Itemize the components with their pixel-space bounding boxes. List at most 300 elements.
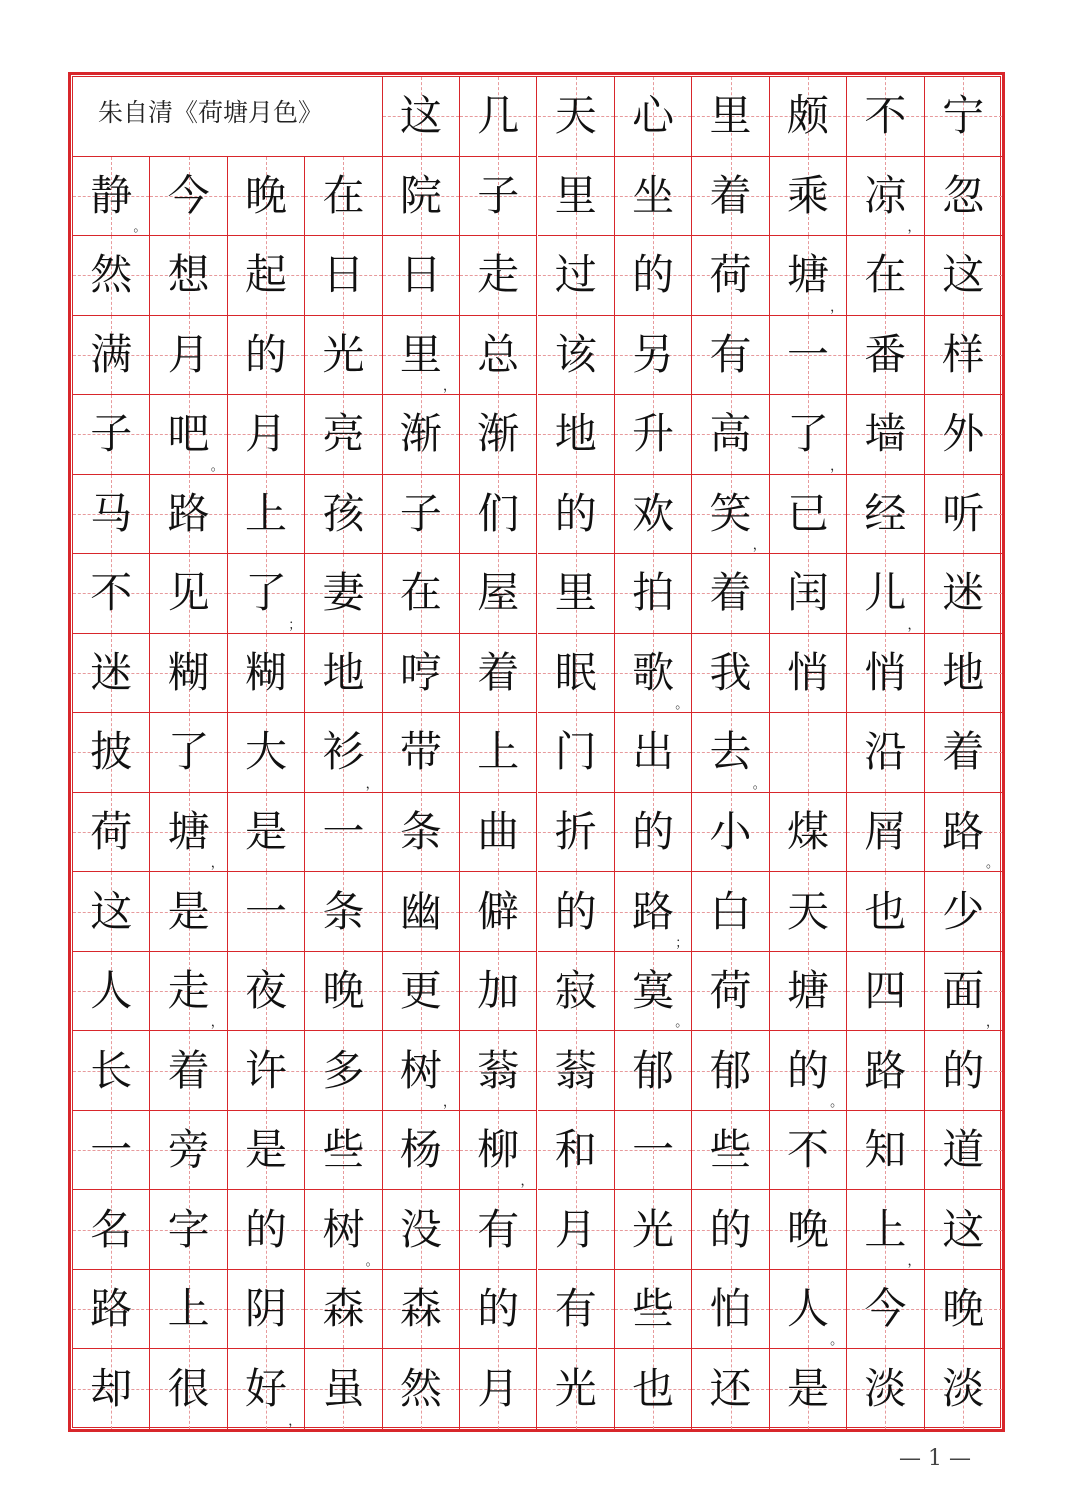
grid-cell bbox=[615, 1031, 692, 1111]
grid-cell bbox=[150, 713, 227, 793]
grid-cell bbox=[847, 1349, 924, 1429]
grid-cell bbox=[770, 395, 847, 475]
grid-character: 走 bbox=[477, 250, 520, 300]
grid-character: 的 bbox=[245, 1204, 288, 1254]
grid-character: 的 bbox=[554, 886, 597, 936]
grid-cell bbox=[692, 1031, 769, 1111]
grid-cell bbox=[228, 1031, 305, 1111]
grid-cell bbox=[305, 554, 382, 634]
grid-cell bbox=[228, 236, 305, 316]
grid-character: 多 bbox=[322, 1045, 365, 1095]
grid-cell bbox=[150, 1349, 227, 1429]
grid-character: 今 bbox=[167, 170, 210, 220]
grid-cell bbox=[538, 952, 615, 1032]
grid-cell bbox=[692, 1190, 769, 1270]
grid-cell bbox=[925, 157, 1002, 237]
grid-cell bbox=[228, 1190, 305, 1270]
grid-cell bbox=[228, 1270, 305, 1350]
grid-cell bbox=[538, 793, 615, 873]
grid-character: 不 bbox=[864, 91, 907, 141]
grid-cell bbox=[73, 793, 150, 873]
grid-character: 地 bbox=[322, 647, 365, 697]
grid-character: 了 bbox=[245, 568, 288, 618]
grid-character: 虽 bbox=[322, 1364, 365, 1414]
grid-character: 不 bbox=[90, 568, 133, 618]
grid-cell bbox=[73, 634, 150, 714]
grid-character: 颇 bbox=[786, 91, 829, 141]
grid-character: 郁 bbox=[709, 1045, 752, 1095]
grid-character: 迷 bbox=[942, 568, 985, 618]
grid-character: 加 bbox=[477, 966, 520, 1016]
grid-character: 好 bbox=[245, 1364, 288, 1414]
grid-character: 月 bbox=[167, 329, 210, 379]
grid-cell bbox=[615, 952, 692, 1032]
grid-character: 外 bbox=[942, 409, 985, 459]
grid-character: 渐 bbox=[477, 409, 520, 459]
grid-character: 渐 bbox=[399, 409, 442, 459]
grid-character: 忽 bbox=[942, 170, 985, 220]
grid-cell bbox=[925, 793, 1002, 873]
grid-cell bbox=[538, 1111, 615, 1191]
grid-character: 光 bbox=[632, 1204, 675, 1254]
grid-character: 小 bbox=[709, 807, 752, 856]
grid-character: 这 bbox=[942, 1204, 985, 1254]
grid-cell bbox=[925, 713, 1002, 793]
grid-cell bbox=[615, 77, 692, 157]
grid-cell bbox=[305, 316, 382, 396]
grid-character: 人 bbox=[90, 966, 133, 1016]
grid-cell bbox=[692, 554, 769, 634]
grid-character: 静 bbox=[90, 170, 133, 220]
grid-cell bbox=[228, 634, 305, 714]
grid-cell bbox=[615, 634, 692, 714]
grid-cell bbox=[228, 872, 305, 952]
grid-character: 样 bbox=[942, 329, 985, 379]
grid-character: 人 bbox=[786, 1284, 829, 1334]
grid-cell bbox=[73, 1190, 150, 1270]
grid-cell bbox=[150, 395, 227, 475]
grid-character: 夜 bbox=[245, 966, 288, 1016]
grid-character: 经 bbox=[864, 488, 907, 538]
grid-cell bbox=[73, 395, 150, 475]
grid-cell bbox=[305, 952, 382, 1032]
grid-character: 着 bbox=[709, 170, 752, 220]
grid-cell bbox=[847, 1270, 924, 1350]
grid-cell bbox=[460, 157, 537, 237]
grid-character: 儿 bbox=[864, 568, 907, 618]
grid-cell bbox=[538, 316, 615, 396]
grid-cell bbox=[460, 236, 537, 316]
grid-character: 在 bbox=[864, 250, 907, 300]
punctuation-mark: 。 bbox=[830, 1094, 844, 1110]
grid-cell bbox=[770, 1190, 847, 1270]
grid-character: 很 bbox=[167, 1364, 210, 1414]
grid-character: 总 bbox=[477, 329, 520, 379]
grid-cell bbox=[305, 157, 382, 237]
grid-character: 是 bbox=[245, 1125, 288, 1175]
grid-cell bbox=[460, 634, 537, 714]
grid-character: 郁 bbox=[632, 1045, 675, 1095]
grid-character: 月 bbox=[477, 1364, 520, 1414]
grid-cell bbox=[383, 316, 460, 396]
grid-cell bbox=[460, 1270, 537, 1350]
grid-character: 荷 bbox=[90, 807, 133, 856]
punctuation-mark: ， bbox=[520, 1174, 534, 1190]
grid-cell bbox=[73, 713, 150, 793]
grid-character: 披 bbox=[90, 727, 133, 777]
punctuation-mark: ， bbox=[907, 1253, 921, 1269]
grid-cell bbox=[847, 1031, 924, 1111]
grid-character: 煤 bbox=[786, 807, 829, 856]
grid-character: 着 bbox=[709, 568, 752, 618]
grid-character: 没 bbox=[399, 1204, 442, 1254]
grid-cell bbox=[847, 713, 924, 793]
grid-cell bbox=[383, 713, 460, 793]
grid-cell bbox=[383, 1349, 460, 1429]
grid-cell bbox=[73, 1111, 150, 1191]
grid-character: 面 bbox=[942, 966, 985, 1016]
grid-character: 字 bbox=[167, 1204, 210, 1254]
grid-character: 然 bbox=[399, 1364, 442, 1414]
grid-cell bbox=[925, 395, 1002, 475]
grid-character: 日 bbox=[399, 250, 442, 300]
grid-cell bbox=[925, 475, 1002, 555]
grid-character: 旁 bbox=[167, 1125, 210, 1175]
grid-character: 着 bbox=[942, 727, 985, 777]
grid-cell bbox=[460, 1031, 537, 1111]
grid-character: 名 bbox=[90, 1204, 133, 1254]
grid-character: 路 bbox=[167, 488, 210, 538]
grid-cell bbox=[692, 1111, 769, 1191]
punctuation-mark: 。 bbox=[365, 1253, 379, 1269]
grid-cell bbox=[383, 554, 460, 634]
grid-character: 的 bbox=[942, 1045, 985, 1095]
grid-cell bbox=[150, 316, 227, 396]
punctuation-mark: ， bbox=[907, 220, 921, 236]
grid-cell bbox=[383, 793, 460, 873]
grid-cell bbox=[538, 1031, 615, 1111]
grid-character: 里 bbox=[554, 170, 597, 220]
grid-cell bbox=[925, 316, 1002, 396]
grid-cell bbox=[538, 157, 615, 237]
grid-cell bbox=[73, 872, 150, 952]
grid-character: 荷 bbox=[709, 250, 752, 300]
grid-cell bbox=[847, 157, 924, 237]
grid-character: 却 bbox=[90, 1364, 133, 1414]
grid-cell bbox=[460, 1349, 537, 1429]
grid-character: 然 bbox=[90, 250, 133, 300]
grid-cell bbox=[615, 1111, 692, 1191]
grid-cell bbox=[150, 157, 227, 237]
grid-cell bbox=[150, 1031, 227, 1111]
grid-cell bbox=[925, 77, 1002, 157]
grid-cell bbox=[692, 395, 769, 475]
grid-cell bbox=[305, 872, 382, 952]
grid-cell bbox=[538, 77, 615, 157]
grid-cell bbox=[847, 316, 924, 396]
grid-cell bbox=[847, 1190, 924, 1270]
grid-cell bbox=[770, 634, 847, 714]
grid-cell bbox=[228, 713, 305, 793]
grid-character: 欢 bbox=[632, 488, 675, 538]
grid-cell bbox=[615, 157, 692, 237]
grid-cell bbox=[847, 793, 924, 873]
grid-character: 糊 bbox=[167, 647, 210, 697]
grid-cell bbox=[305, 1349, 382, 1429]
grid-character: 一 bbox=[632, 1125, 675, 1175]
grid-character: 听 bbox=[942, 488, 985, 538]
grid-cell bbox=[615, 316, 692, 396]
grid-cell bbox=[150, 1111, 227, 1191]
grid-cell bbox=[228, 554, 305, 634]
grid-cell bbox=[305, 793, 382, 873]
grid-character: 许 bbox=[245, 1045, 288, 1095]
grid-cell bbox=[150, 1190, 227, 1270]
grid-character: 今 bbox=[864, 1284, 907, 1334]
grid-character: 在 bbox=[399, 568, 442, 618]
grid-cell bbox=[615, 872, 692, 952]
grid-character: 条 bbox=[322, 886, 365, 936]
grid-cell bbox=[460, 793, 537, 873]
grid-character: 路 bbox=[90, 1284, 133, 1334]
grid-character: 蓊 bbox=[554, 1045, 597, 1095]
grid-character: 荷 bbox=[709, 966, 752, 1016]
grid-character: 见 bbox=[167, 568, 210, 618]
grid-character: 也 bbox=[864, 886, 907, 936]
grid-character: 去 bbox=[709, 727, 752, 777]
page-number: — 1 — bbox=[899, 1446, 971, 1471]
grid-character: 光 bbox=[322, 329, 365, 379]
grid-cell bbox=[538, 236, 615, 316]
grid-character: 和 bbox=[554, 1125, 597, 1175]
grid-character: 天 bbox=[554, 91, 597, 141]
grid-cell bbox=[770, 554, 847, 634]
grid-character: 晚 bbox=[942, 1284, 985, 1334]
grid-character: 白 bbox=[709, 886, 752, 936]
grid-cell bbox=[615, 1270, 692, 1350]
grid-character: 着 bbox=[167, 1045, 210, 1095]
grid-character: 笑 bbox=[709, 488, 752, 538]
grid-character: 塘 bbox=[167, 807, 210, 856]
grid-character: 了 bbox=[167, 727, 210, 777]
grid-cell bbox=[460, 554, 537, 634]
grid-cell bbox=[228, 793, 305, 873]
grid-character: 地 bbox=[942, 647, 985, 697]
grid-cell bbox=[925, 1031, 1002, 1111]
title-cell bbox=[73, 77, 383, 157]
grid-cell bbox=[150, 872, 227, 952]
grid-character: 该 bbox=[554, 329, 597, 379]
grid-character: 闰 bbox=[786, 568, 829, 618]
grid-character: 另 bbox=[632, 329, 675, 379]
grid-cell bbox=[847, 554, 924, 634]
grid-cell bbox=[538, 872, 615, 952]
grid-cell bbox=[770, 475, 847, 555]
grid-character: 路 bbox=[632, 886, 675, 936]
grid-character: 晚 bbox=[245, 170, 288, 220]
grid-character: 了 bbox=[786, 409, 829, 459]
punctuation-mark: 。 bbox=[830, 1333, 844, 1349]
grid-cell bbox=[615, 395, 692, 475]
grid-cell bbox=[847, 872, 924, 952]
grid-cell bbox=[692, 634, 769, 714]
grid-character: 想 bbox=[167, 250, 210, 300]
grid-cell bbox=[383, 634, 460, 714]
grid-cell bbox=[925, 952, 1002, 1032]
grid-character: 上 bbox=[167, 1284, 210, 1334]
grid-cell bbox=[538, 395, 615, 475]
grid-character: 心 bbox=[632, 91, 675, 141]
grid-character: 淡 bbox=[942, 1364, 985, 1414]
grid-character: 番 bbox=[864, 329, 907, 379]
grid-character: 悄 bbox=[864, 647, 907, 697]
grid-character: 一 bbox=[245, 886, 288, 936]
grid-character: 是 bbox=[786, 1364, 829, 1414]
grid-cell bbox=[383, 1111, 460, 1191]
grid-character: 糊 bbox=[245, 647, 288, 697]
grid-cell bbox=[692, 1349, 769, 1429]
grid-cell bbox=[73, 475, 150, 555]
grid-cell bbox=[538, 554, 615, 634]
grid-character: 沿 bbox=[864, 727, 907, 777]
grid-character: 天 bbox=[786, 886, 829, 936]
grid-cell bbox=[383, 77, 460, 157]
grid-cell bbox=[538, 713, 615, 793]
grid-cell bbox=[770, 316, 847, 396]
grid-character: 孩 bbox=[322, 488, 365, 538]
grid-character: 过 bbox=[554, 250, 597, 300]
grid-cell bbox=[692, 713, 769, 793]
grid-character: 满 bbox=[90, 329, 133, 379]
grid-character: 日 bbox=[322, 250, 365, 300]
grid-cell bbox=[692, 77, 769, 157]
punctuation-mark: 。 bbox=[675, 1015, 689, 1031]
grid-cell bbox=[692, 236, 769, 316]
grid-cell bbox=[228, 395, 305, 475]
grid-cell bbox=[770, 1349, 847, 1429]
grid-cell bbox=[925, 236, 1002, 316]
punctuation-mark: ， bbox=[443, 379, 457, 395]
grid-cell bbox=[692, 1270, 769, 1350]
grid-cell bbox=[770, 793, 847, 873]
grid-character: 出 bbox=[632, 727, 675, 777]
grid-character: 里 bbox=[399, 329, 442, 379]
grid-character: 条 bbox=[399, 807, 442, 856]
grid-cell bbox=[383, 1190, 460, 1270]
tianzige-grid bbox=[72, 76, 1001, 1428]
grid-cell bbox=[383, 1031, 460, 1111]
grid-character: 月 bbox=[554, 1204, 597, 1254]
grid-cell bbox=[228, 316, 305, 396]
grid-character: 的 bbox=[554, 488, 597, 538]
grid-cell bbox=[150, 952, 227, 1032]
grid-cell bbox=[538, 475, 615, 555]
grid-character: 的 bbox=[632, 250, 675, 300]
grid-cell bbox=[460, 1190, 537, 1270]
grid-character: 的 bbox=[709, 1204, 752, 1254]
grid-character: 走 bbox=[167, 966, 210, 1016]
grid-character: 树 bbox=[399, 1045, 442, 1095]
grid-character: 上 bbox=[864, 1204, 907, 1254]
grid-character: 这 bbox=[90, 886, 133, 936]
grid-character: 是 bbox=[245, 807, 288, 856]
grid-cell bbox=[770, 77, 847, 157]
grid-character: 凉 bbox=[864, 170, 907, 220]
grid-cell bbox=[538, 634, 615, 714]
grid-character: 杨 bbox=[399, 1125, 442, 1175]
grid-cell bbox=[847, 77, 924, 157]
grid-character: 僻 bbox=[477, 886, 520, 936]
grid-character: 里 bbox=[709, 91, 752, 141]
grid-character: 已 bbox=[786, 488, 829, 538]
grid-cell bbox=[770, 713, 847, 793]
grid-character: 淡 bbox=[864, 1364, 907, 1414]
grid-cell bbox=[770, 872, 847, 952]
punctuation-mark: ； bbox=[288, 617, 302, 633]
grid-cell bbox=[460, 316, 537, 396]
punctuation-mark: ， bbox=[288, 1413, 302, 1429]
grid-character: 道 bbox=[942, 1125, 985, 1175]
grid-character: 有 bbox=[554, 1284, 597, 1334]
grid-cell bbox=[692, 157, 769, 237]
grid-cell bbox=[847, 1111, 924, 1191]
grid-cell bbox=[847, 236, 924, 316]
grid-cell bbox=[73, 554, 150, 634]
grid-cell bbox=[150, 475, 227, 555]
grid-character: 长 bbox=[90, 1045, 133, 1095]
grid-character: 迷 bbox=[90, 647, 133, 697]
grid-cell bbox=[538, 1270, 615, 1350]
grid-character: 一 bbox=[322, 807, 365, 856]
grid-cell bbox=[305, 1111, 382, 1191]
grid-cell bbox=[73, 1270, 150, 1350]
punctuation-mark: ， bbox=[830, 458, 844, 474]
grid-cell bbox=[925, 634, 1002, 714]
punctuation-mark: ， bbox=[210, 856, 224, 872]
grid-cell bbox=[770, 1031, 847, 1111]
punctuation-mark: 。 bbox=[133, 220, 147, 236]
grid-cell bbox=[383, 475, 460, 555]
grid-cell bbox=[460, 77, 537, 157]
grid-character: 眠 bbox=[554, 647, 597, 697]
grid-character: 屑 bbox=[864, 807, 907, 856]
grid-character: 悄 bbox=[786, 647, 829, 697]
grid-character: 柳 bbox=[477, 1125, 520, 1175]
grid-character: 寞 bbox=[632, 966, 675, 1016]
grid-character: 还 bbox=[709, 1364, 752, 1414]
grid-character: 些 bbox=[709, 1125, 752, 1175]
grid-cell bbox=[615, 236, 692, 316]
punctuation-mark: ， bbox=[752, 538, 766, 554]
grid-cell bbox=[460, 713, 537, 793]
grid-character: 寂 bbox=[554, 966, 597, 1016]
grid-cell bbox=[305, 395, 382, 475]
grid-cell bbox=[383, 236, 460, 316]
grid-character: 高 bbox=[709, 409, 752, 459]
grid-character: 有 bbox=[477, 1204, 520, 1254]
grid-cell bbox=[383, 157, 460, 237]
grid-character: 子 bbox=[90, 409, 133, 459]
grid-cell bbox=[692, 793, 769, 873]
grid-cell bbox=[615, 1190, 692, 1270]
grid-character: 些 bbox=[322, 1125, 365, 1175]
grid-character: 少 bbox=[942, 886, 985, 936]
grid-character: 在 bbox=[322, 170, 365, 220]
grid-cell bbox=[692, 316, 769, 396]
grid-character: 门 bbox=[554, 727, 597, 777]
grid-cell bbox=[770, 157, 847, 237]
grid-cell bbox=[73, 157, 150, 237]
